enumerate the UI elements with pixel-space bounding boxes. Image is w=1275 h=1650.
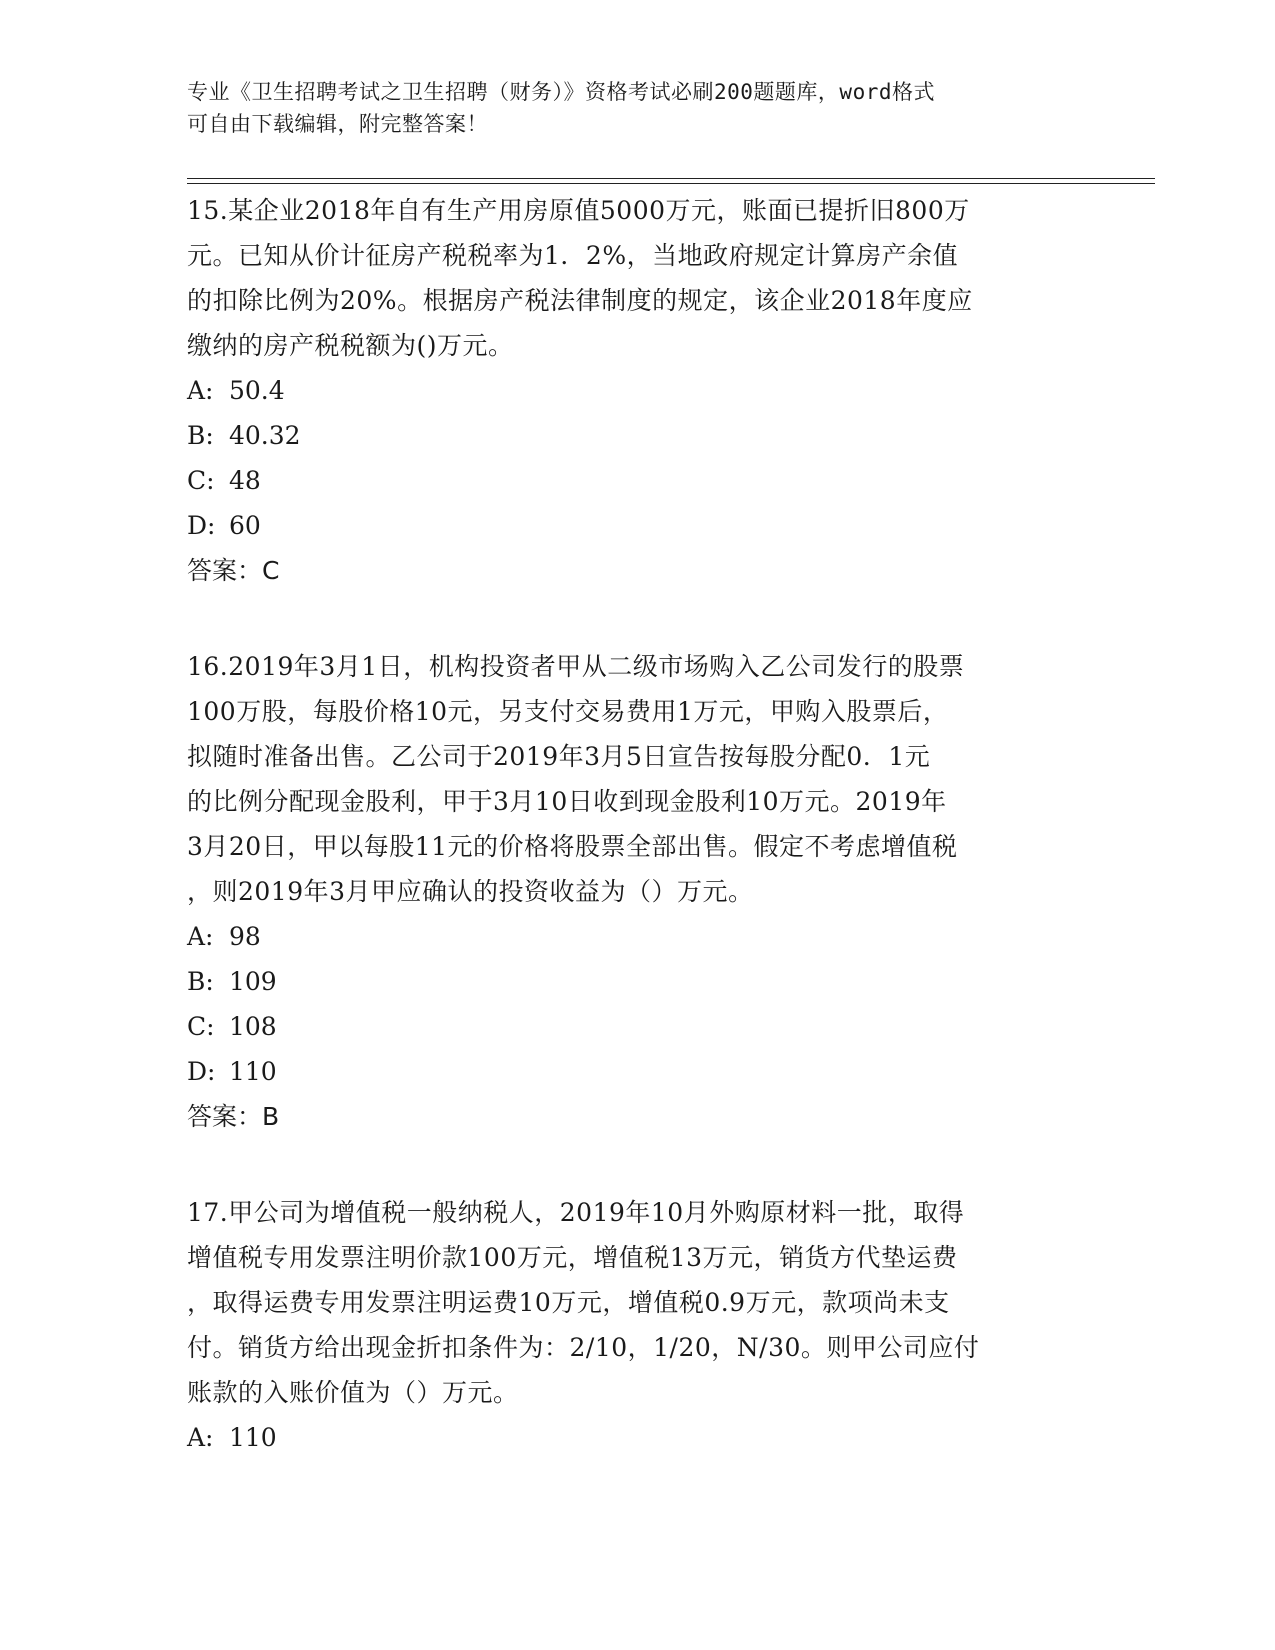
document-header [187, 76, 1067, 140]
header-line: 专业《卫生招聘考试之卫生招聘（财务）》资格考试必刷200题题库，word格式 [187, 80, 935, 104]
question-line: 拟随时准备出售。乙公司于2019年3月5日宣告按每股分配0．1元 [187, 742, 931, 771]
question-16 [187, 644, 1087, 1139]
option-value: 110 [229, 1057, 277, 1086]
header-divider [187, 183, 1155, 184]
option-label: C: [187, 1012, 215, 1041]
option-label: A: [187, 1423, 214, 1452]
answer: 答案：C [187, 556, 280, 585]
option-c [187, 458, 1087, 503]
question-line: 的扣除比例为20%。根据房产税法律制度的规定，该企业2018年度应 [187, 286, 973, 315]
question-line: 缴纳的房产税税额为()万元。 [187, 331, 514, 360]
option-label: D: [187, 1057, 216, 1086]
option-d [187, 1049, 1087, 1094]
question-line: 17.甲公司为增值税一般纳税人，2019年10月外购原材料一批，取得 [187, 1198, 965, 1227]
question-line: 账款的入账价值为（）万元。 [187, 1378, 519, 1407]
option-label: B: [187, 421, 214, 450]
option-value: 98 [229, 922, 261, 951]
question-line: 100万股，每股价格10元，另支付交易费用1万元，甲购入股票后， [187, 697, 949, 726]
question-line: 的比例分配现金股利，甲于3月10日收到现金股利10万元。2019年 [187, 787, 947, 816]
question-17 [187, 1190, 1087, 1460]
option-d [187, 503, 1087, 548]
option-c [187, 1004, 1087, 1049]
option-value: 50.4 [229, 376, 285, 405]
header-line: 可自由下载编辑，附完整答案！ [187, 112, 488, 136]
question-line: 15.某企业2018年自有生产用房原值5000万元，账面已提折旧800万 [187, 196, 970, 225]
question-text [187, 1190, 1087, 1415]
question-line: 付。销货方给出现金折扣条件为：2/10，1/20，N/30。则甲公司应付 [187, 1333, 980, 1362]
option-label: A: [187, 376, 214, 405]
option-value: 108 [229, 1012, 277, 1041]
option-value: 60 [229, 511, 261, 540]
option-value: 48 [229, 466, 261, 495]
question-line: ，则2019年3月甲应确认的投资收益为（）万元。 [187, 877, 754, 906]
option-b [187, 959, 1087, 1004]
option-a [187, 1415, 1087, 1460]
question-text [187, 188, 1087, 368]
question-line: 16.2019年3月1日，机构投资者甲从二级市场购入乙公司发行的股票 [187, 652, 965, 681]
option-value: 110 [229, 1423, 277, 1452]
option-label: A: [187, 922, 214, 951]
option-a [187, 914, 1087, 959]
option-value: 109 [229, 967, 277, 996]
option-a [187, 368, 1087, 413]
header-divider [187, 178, 1155, 179]
question-line: 元。已知从价计征房产税税率为1．2%，当地政府规定计算房产余值 [187, 241, 959, 270]
question-line: 增值税专用发票注明价款100万元，增值税13万元，销货方代垫运费 [187, 1243, 958, 1272]
option-b [187, 413, 1087, 458]
option-value: 40.32 [229, 421, 301, 450]
question-15 [187, 188, 1087, 593]
answer: 答案：B [187, 1102, 280, 1131]
option-label: C: [187, 466, 215, 495]
option-label: B: [187, 967, 214, 996]
option-label: D: [187, 511, 216, 540]
question-line: ，取得运费专用发票注明运费10万元，增值税0.9万元，款项尚未支 [187, 1288, 950, 1317]
question-text [187, 644, 1087, 914]
question-line: 3月20日，甲以每股11元的价格将股票全部出售。假定不考虑增值税 [187, 832, 958, 861]
